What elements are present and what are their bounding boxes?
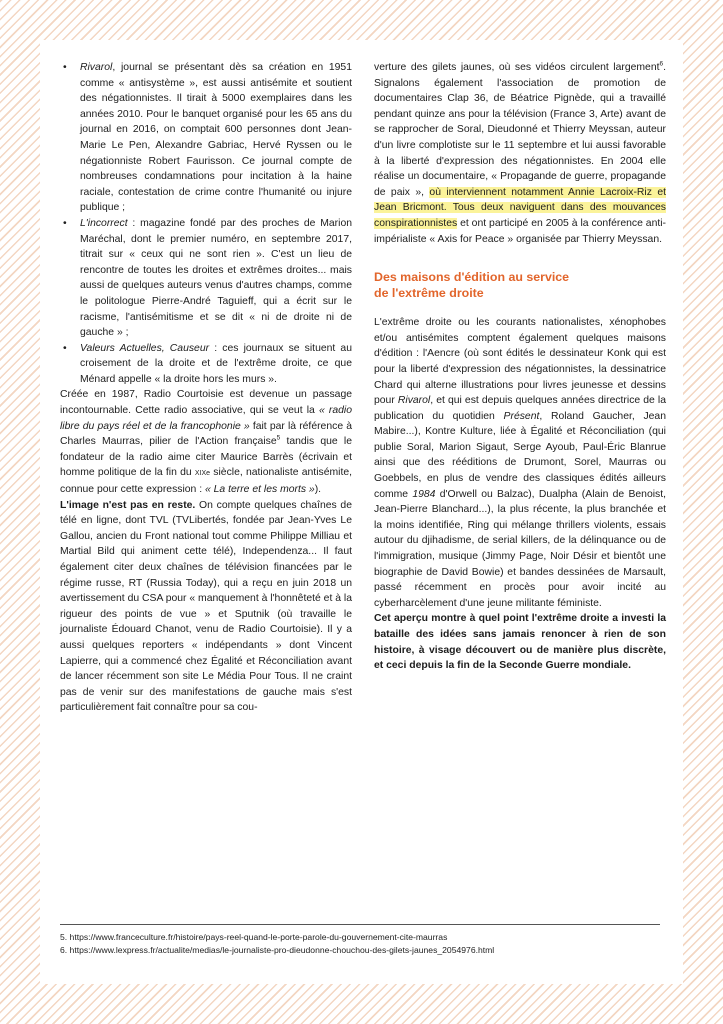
right-column — [374, 60, 666, 674]
text-run: et ont participé en 2005 à la conférence anti-impérialiste « Axis for Peace » organisée par Thierry Meyssan. — [374, 217, 666, 245]
text-run: verture des gilets jaunes, où ses vidéos circulent largement — [374, 62, 660, 73]
list-item-text: : magazine fondé par des proches de Marion Maréchal, dont le premier numéro, en septembre 2017, titrait sur « ceux qui ne sont rien ». C'est un lieu de rencontre de toutes les droites et extrêmes droites... mais aussi de quelques auteurs venus d'autres champs, comme le politologue Pierre-André Taguieff, qui a écrit sur le racisme, l'antisémitisme et se dit « ni de droite ni de gauche » ; — [80, 217, 352, 339]
paragraph-radio-courtoisie — [60, 387, 352, 497]
text-run: ). — [314, 484, 322, 496]
list-item — [60, 341, 352, 388]
footnote-5: 5. https://www.franceculture.fr/histoire/pays-reel-quand-le-porte-parole-du-gouvernement-cite-maurras — [60, 932, 448, 942]
text-run-italic: Présent — [503, 410, 540, 422]
left-column — [60, 60, 352, 716]
page — [40, 40, 683, 984]
text-run-italic: 1984 — [412, 488, 436, 500]
text-run-italic: « radio libre du pays réel et de la francophonie » — [60, 405, 352, 432]
conclusion-paragraph: Cet aperçu montre à quel point l'extrême droite a investi la bataille des idées sans jamais renoncer à rien de son histoire, à visage découvert ou de manière plus discrète, et ceci depuis la fin de la Seconde Guerre mondiale. — [374, 613, 666, 672]
publication-list — [60, 60, 352, 387]
bullet-icon: • — [63, 62, 67, 73]
text-run: Créée en 1987, Radio Courtoisie est devenue un passage incontournable. Cette radio associative, qui se veut la — [60, 389, 352, 417]
text-run: d'Orwell ou Balzac), Dualpha (Alain de Benoist, Jean-Pierre Blanchard...), la plus récente, la plus branchée et la moins identifiée, Ring qui mélange thrillers violents, essais autour du djihadisme, de serial killers, de la délinquance ou de l'immigration, musique (Jimmy Page, Noir Désir et bientôt une biographie de David Bowie) et bandes dessinées de Marsault, passé récemment en procès pour avoir incité au cyberharcèlement d'une jeune militante féministe. — [374, 488, 666, 609]
publication-name: Rivarol — [80, 62, 113, 73]
text-run: L'extrême droite ou les courants nationalistes, xénophobes et/ou antisémites comptent également quelques maisons d'édition : l'Aencre (où sont édités le dessinateur Konk qui est pour la liberté d'expression des négationnistes, la dessinatrice Chard qui alterne illustrations pour livres jeunesse et dessins pour — [374, 317, 666, 407]
footnote-6: 6. https://www.lexpress.fr/actualite/medias/le-journaliste-pro-dieudonne-chouchou-des-gilets-jaunes_2054976.html — [60, 944, 495, 955]
text-run-century: XIXe — [194, 470, 211, 478]
footnote-ref: 5 — [276, 434, 281, 442]
section-heading — [374, 269, 666, 301]
paragraph-image — [60, 498, 352, 716]
publication-name: L'incorrect — [80, 217, 128, 229]
heading-line: de l'extrême droite — [374, 286, 484, 301]
text-run-italic: Rivarol — [397, 395, 431, 407]
text-run: . Signalons également l'association de promotion de documentaires Clap 36, de Béatrice Pignède, qui a travaillé pendant quinze ans pour la télévision (France 3, Arte) avant de se rapprocher de Soral, Dieudonné et Thierry Meyssan, auteur d'un livre complotiste sur le 11 septembre et lui aussi favorable à la liberté d'expression des négationnistes. En 2004 elle réalise un documentaire, « Propagande de guerre, propagande de paix », — [374, 62, 666, 198]
text-run: siècle, nationaliste antisémite, connue pour cette expression : — [60, 467, 352, 496]
text-run: , Roland Gaucher, Jean Mabire...), Kontre Kulture, liée à Égalité et Réconciliation (qui publie Soral, Marion Sigaut, Serge Ayoub, Paul-Éric Blanrue ainsi que des rééditions de Drumont, Sorel, Maurras ou Goebbels, en plus de vendre des classiques édités ailleurs comme — [374, 410, 666, 500]
list-item-text: , journal se présentant dès sa création en 1951 comme « antisystème », est aussi antisémite et soutient des négationnistes. Il tirait à 5000 exemplaires dans les années 2010. Pour le banquet organisé pour les 65 ans du journal en 2016, on comptait 600 personnes dont Jean-Marie Le Pen, Alexandre Gabriac, Hervé Ryssen ou le négationniste Robert Faurisson. Ce journal compte de nombreuses condamnations pour incitation à la haine raciale, contestation de crime contre l'humanité ou injure publique ; — [80, 62, 352, 214]
bullet-icon: • — [63, 217, 67, 229]
text-run: , et qui est depuis quelques années directrice de la publication du quotidien — [374, 395, 666, 422]
text-run: fait par là référence à Charles Maurras, pilier de l'Action française — [60, 420, 353, 448]
paragraph-maisons-edition — [374, 315, 666, 611]
heading-line: Des maisons d'édition au service — [374, 270, 570, 285]
paragraph-clap36 — [374, 60, 666, 247]
highlighted-text: où interviennent notamment Annie Lacroix-Riz et Jean Bricmont. Tous deux naviguent dans des mouvances conspirationnistes — [374, 186, 666, 229]
publication-name: Valeurs Actuelles, Causeur — [80, 342, 210, 354]
text-run: On compte quelques chaînes de télé en ligne, dont TVL (TVLibertés, fondée par Jean-Yves Le Gallou, ancien du Front national tout comme Philippe Milliau et Martial Bild qui animent cette télé), Independenza... Il faut également citer deux chaînes de télévision financées par le régime russe, RT (Russia Today), qui a reçu en juin 2018 un avertissement du CSA pour « manquement à l'honnêteté et à la rigueur des points de vue » et Sputnik (où travaille le journaliste Édouard Chanot, venu de Radio Courtoisie). Il y a aussi quelques reporters « indépendants » dont Vincent Lapierre, qui a commencé chez Égalité et Réconciliation avant de lancer récemment son site Le Média Pour Tous. Il ne craint pas de venir sur des manifestations de gauche mais s'est particulièrement fait connaître pour sa cou- — [60, 499, 352, 714]
bullet-icon: • — [63, 342, 67, 354]
list-item — [60, 60, 352, 216]
paragraph-lead: L'image n'est pas en reste. — [60, 499, 196, 511]
text-run-italic: « La terre et les morts » — [204, 484, 315, 496]
list-item-text: : ces journaux se situent au croisement de la droite et de l'extrême droite, ce que Ménard appelle « la droite hors les murs ». — [80, 342, 352, 385]
footnotes — [60, 924, 660, 956]
text-run: tandis que le fondateur de la radio aime citer Maurice Barrès (écrivain et homme politique de la fin du — [60, 436, 352, 479]
list-item — [60, 216, 352, 341]
footnote-ref: 6 — [659, 60, 664, 68]
